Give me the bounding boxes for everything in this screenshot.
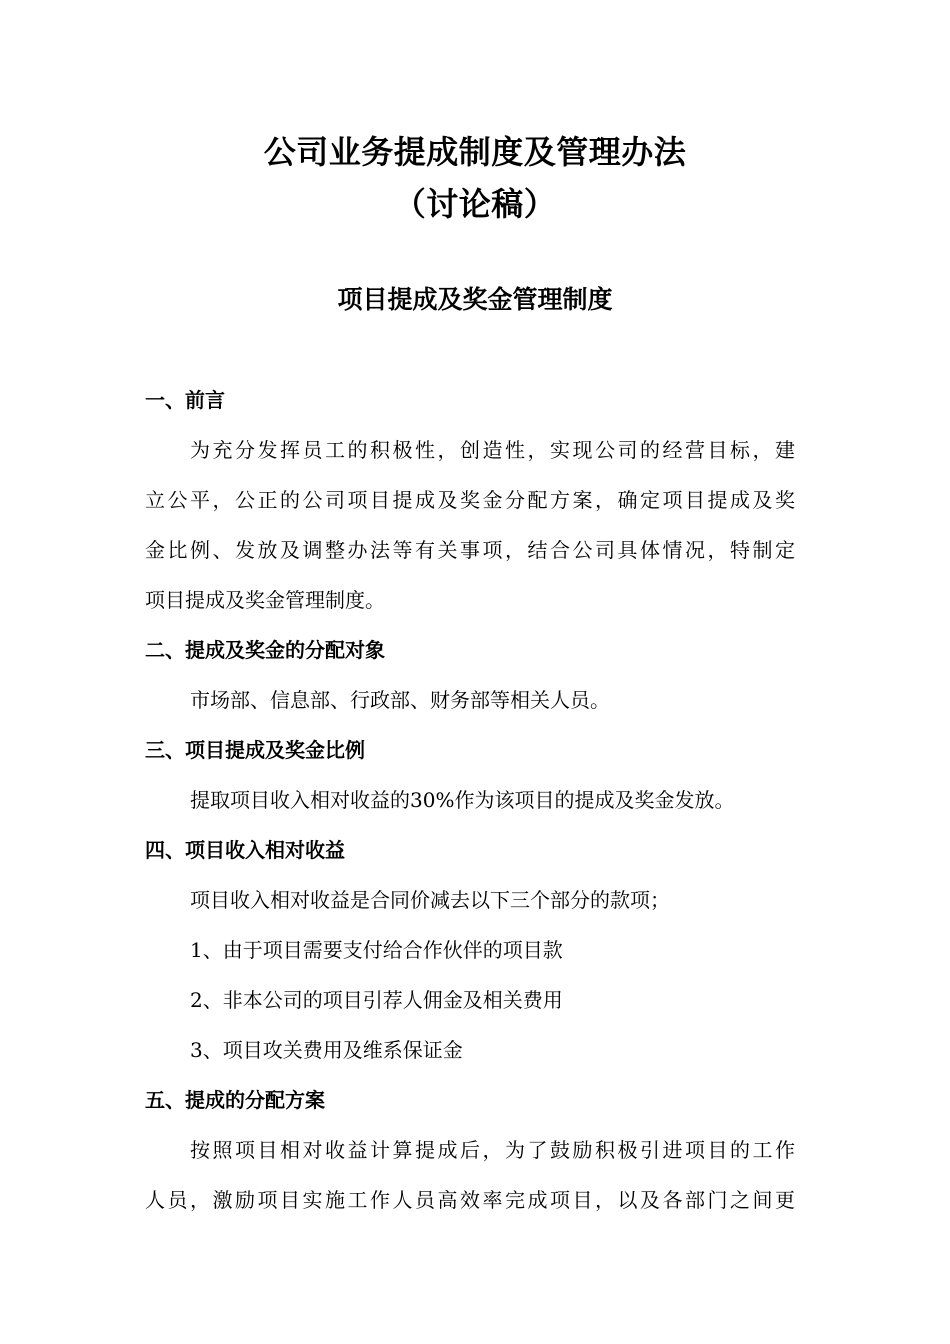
list-item: 1、由于项目需要支付给合作伙伴的项目款 bbox=[190, 938, 563, 962]
paragraph-line: 市场部、信息部、行政部、财务部等相关人员。 bbox=[190, 688, 610, 712]
paragraph-line: 提取项目收入相对收益的30%作为该项目的提成及奖金发放。 bbox=[190, 788, 735, 812]
list-item: 3、项目攻关费用及维系保证金 bbox=[190, 1038, 463, 1062]
paragraph-line: 为充分发挥员工的积极性，创造性，实现公司的经营目标，建 bbox=[190, 438, 795, 462]
document-title-draft-note: （讨论稿） bbox=[393, 185, 557, 223]
section-heading-preface: 一、前言 bbox=[145, 388, 225, 412]
paragraph-line: 项目收入相对收益是合同价减去以下三个部分的款项； bbox=[190, 888, 670, 912]
section-heading-bonus-ratio: 三、项目提成及奖金比例 bbox=[145, 738, 365, 762]
document-title: 公司业务提成制度及管理办法 bbox=[263, 133, 687, 171]
list-item: 2、非本公司的项目引荐人佣金及相关费用 bbox=[190, 988, 563, 1012]
section-heading-distribution-plan: 五、提成的分配方案 bbox=[145, 1088, 325, 1112]
section-heading-relative-income: 四、项目收入相对收益 bbox=[145, 838, 345, 862]
paragraph-line: 人员，激励项目实施工作人员高效率完成项目，以及各部门之间更 bbox=[145, 1188, 795, 1212]
paragraph-line: 按照项目相对收益计算提成后，为了鼓励积极引进项目的工作 bbox=[190, 1138, 795, 1162]
section-heading-distribution-targets: 二、提成及奖金的分配对象 bbox=[145, 638, 385, 662]
paragraph-line: 立公平，公正的公司项目提成及奖金分配方案，确定项目提成及奖 bbox=[145, 488, 795, 512]
paragraph-line: 金比例、发放及调整办法等有关事项，结合公司具体情况，特制定 bbox=[145, 538, 795, 562]
paragraph-line: 项目提成及奖金管理制度。 bbox=[145, 588, 385, 612]
document-subtitle: 项目提成及奖金管理制度 bbox=[337, 285, 613, 314]
